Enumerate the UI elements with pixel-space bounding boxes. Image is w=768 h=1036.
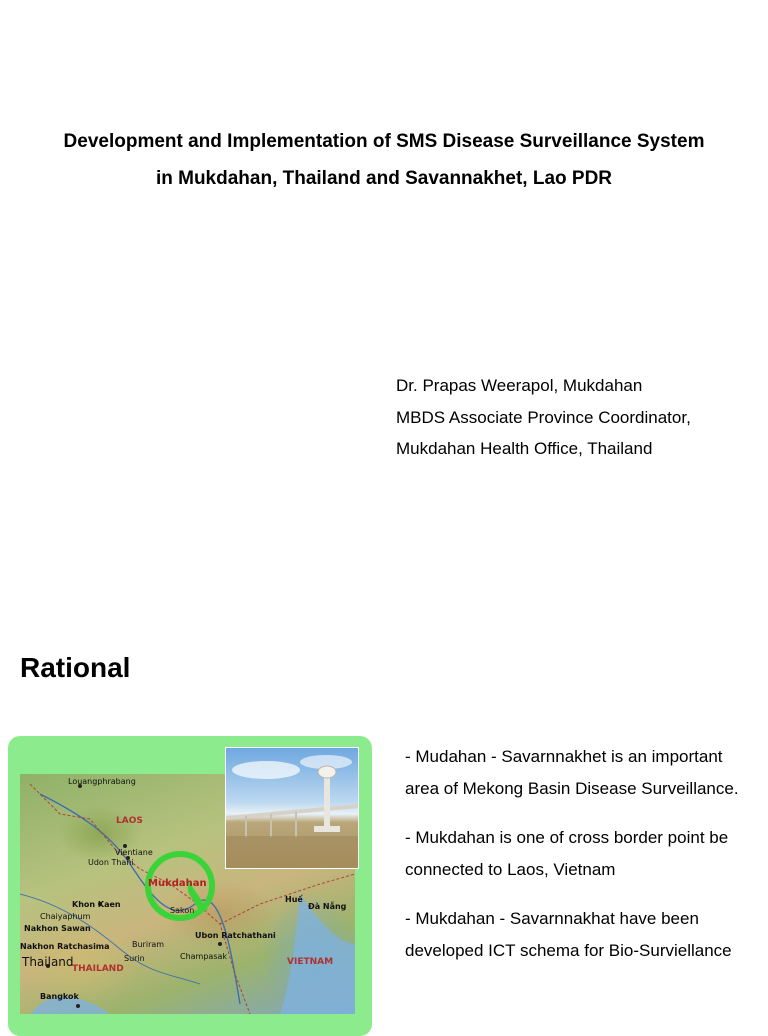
map-label-da-nang: Đà Nẵng xyxy=(308,902,347,911)
rationale-bullet: - Mudahan - Savarnnakhet is an important area of Mekong Basin Disease Surveillance. xyxy=(405,747,739,798)
slide-title-line-2: in Mukdahan, Thailand and Savannakhet, Lao PDR xyxy=(155,168,613,189)
map-label-nakhon-sawan: Nakhon Sawan xyxy=(24,924,91,933)
map-label-louangphrabang: Louangphrabang xyxy=(68,777,136,786)
map-label-laos: LAOS xyxy=(116,816,143,826)
map-label-vientiane: Vientiane xyxy=(115,848,153,857)
map-label-bangkok: Bangkok xyxy=(40,992,79,1001)
author-name: Dr. Prapas Weerapol, Mukdahan xyxy=(396,376,643,395)
map-label-thailand: THAILAND xyxy=(72,964,124,974)
bridge-photo xyxy=(225,747,359,869)
rationale-list xyxy=(405,741,755,984)
map-label-ubon-ratchathani: Ubon Ratchathani xyxy=(195,931,276,940)
map-label-buriram: Buriram xyxy=(132,940,165,949)
map-label-nakhon-ratchasima: Nakhon Ratchasima xyxy=(20,942,110,951)
author-role: MBDS Associate Province Coordinator, xyxy=(396,407,691,427)
map-panel xyxy=(8,736,372,1036)
map-label-khon-kaen: Khon Kaen xyxy=(72,900,121,909)
map-label-sakon: Sakon xyxy=(170,906,195,915)
map-label-surin: Surin xyxy=(124,954,145,963)
section-heading: Rational xyxy=(20,652,131,683)
map-label-vietnam: VIETNAM xyxy=(287,957,334,967)
rationale-bullet: - Mukdahan is one of cross border point be connected to Laos, Vietnam xyxy=(405,828,729,879)
map-label-chaiyaphum: Chaiyaphum xyxy=(40,912,91,921)
rationale-bullet: - Mukdahan - Savarnnakhat have been developed ICT schema for Bio-Surviellance xyxy=(405,909,732,960)
map-label-hue: Huế xyxy=(285,895,303,904)
slide-title xyxy=(14,123,754,197)
slide-title-line-1: Development and Implementation of SMS Disease Surveillance System xyxy=(63,131,705,152)
map-label-thailand-big: Thailand xyxy=(22,955,74,969)
bridge-photo-shapes xyxy=(226,748,358,868)
author-affiliation: Mukdahan Health Office, Thailand xyxy=(396,439,653,458)
map-label-udon-thani: Udon Thani xyxy=(88,858,134,867)
map-label-mukdahan: Mukdahan xyxy=(148,878,207,889)
map-label-champasak: Champasak xyxy=(180,952,228,961)
author-block xyxy=(396,370,756,465)
